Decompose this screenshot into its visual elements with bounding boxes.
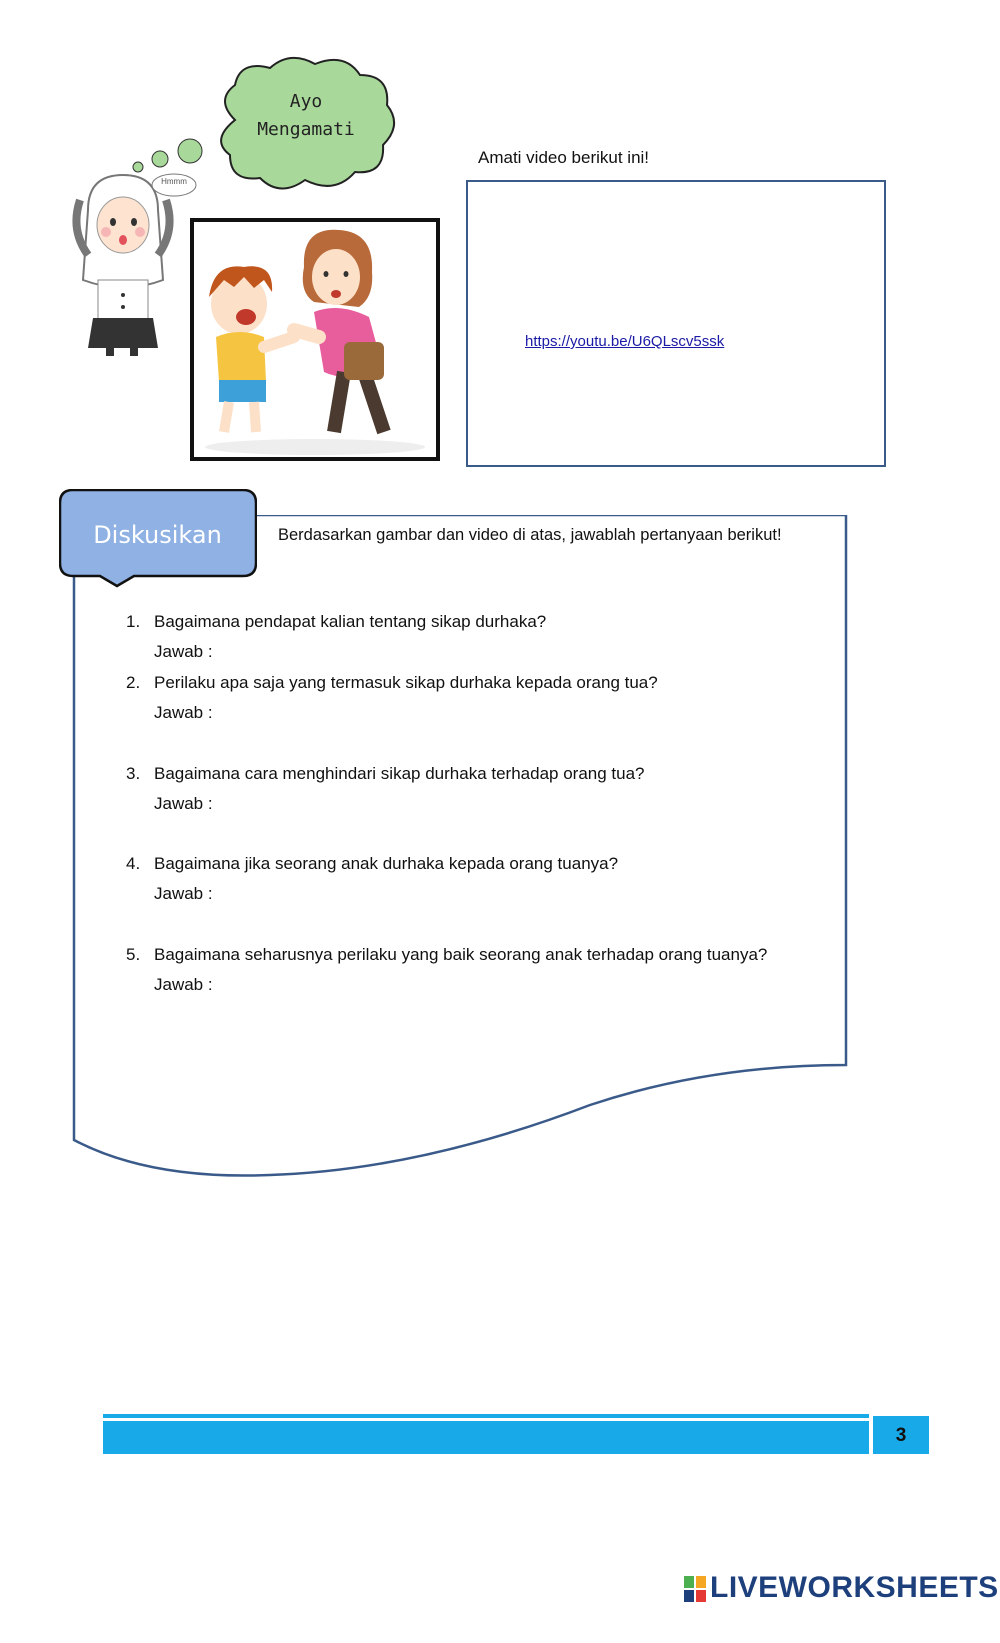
angry-child-mother-illustration — [194, 222, 436, 457]
answer-label[interactable]: Jawab : — [154, 642, 213, 661]
question-number: 1. — [126, 612, 141, 631]
question-number: 2. — [126, 673, 141, 692]
answer-label[interactable]: Jawab : — [154, 975, 213, 994]
discussion-instruction: Berdasarkan gambar dan video di atas, jawablah pertanyaan berikut! — [278, 526, 782, 544]
question-text: Bagaimana seharusnya perilaku yang baik seorang anak terhadap orang tuanya? — [154, 945, 768, 964]
discussion-label: Diskusikan — [93, 521, 222, 549]
video-embed-box[interactable] — [466, 180, 886, 467]
girl-thinking-illustration — [68, 170, 178, 360]
observe-caption: Amati video berikut ini! — [478, 148, 650, 167]
question-text: Perilaku apa saja yang termasuk sikap durhaka kepada orang tua? — [154, 673, 658, 692]
page-number: 3 — [873, 1416, 929, 1454]
cloud-line-1: Ayo — [289, 91, 323, 112]
answer-label[interactable]: Jawab : — [154, 794, 213, 813]
question-text: Bagaimana cara menghindari sikap durhaka terhadap orang tua? — [154, 764, 645, 783]
answer-label[interactable]: Jawab : — [154, 884, 213, 903]
question-text: Bagaimana pendapat kalian tentang sikap durhaka? — [154, 612, 547, 631]
question-number: 4. — [126, 854, 141, 873]
footer-bar — [103, 1421, 869, 1454]
mother-child-picture — [190, 218, 440, 461]
liveworksheets-logo-icon — [684, 1576, 706, 1602]
answer-label[interactable]: Jawab : — [154, 703, 213, 722]
liveworksheets-watermark: LIVEWORKSHEETS — [710, 1571, 999, 1604]
video-link[interactable]: https://youtu.be/U6QLscv5ssk — [525, 333, 725, 350]
question-number: 5. — [126, 945, 141, 964]
thought-dots-icon — [130, 135, 210, 175]
hmm-text: Hmmm — [161, 177, 187, 186]
cloud-line-2: Mengamati — [257, 119, 355, 140]
thought-cloud-text — [236, 88, 376, 144]
question-number: 3. — [126, 764, 141, 783]
footer-line — [103, 1414, 869, 1418]
question-text: Bagaimana jika seorang anak durhaka kepada orang tuanya? — [154, 854, 619, 873]
